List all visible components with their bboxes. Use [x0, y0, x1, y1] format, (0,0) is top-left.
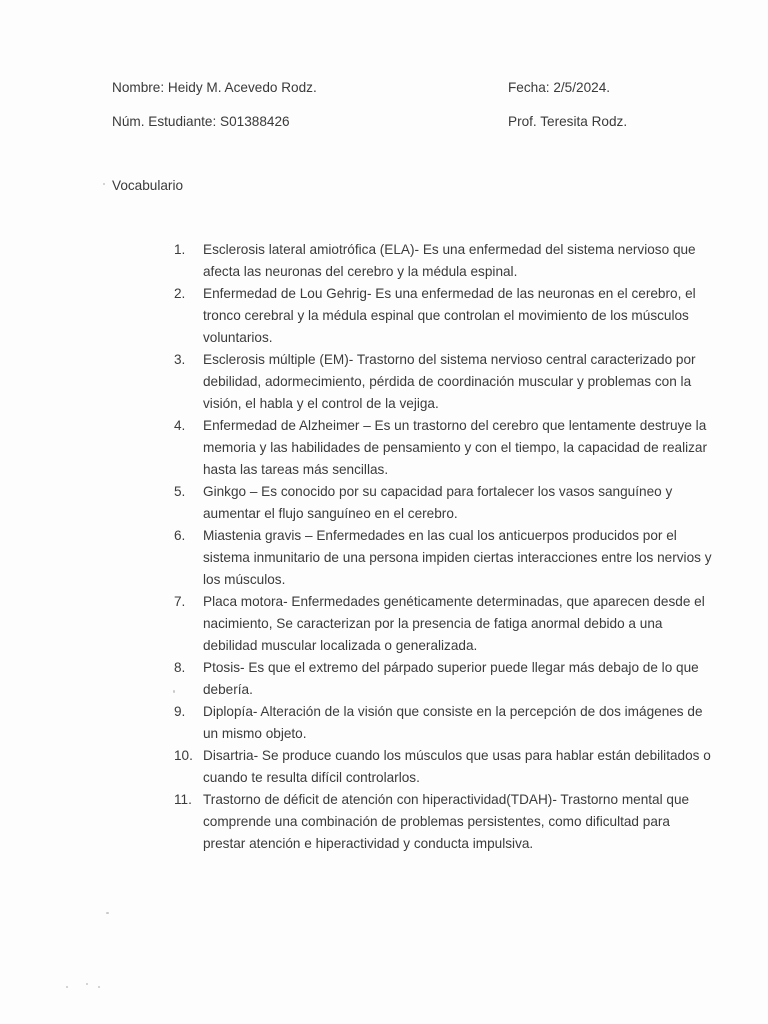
scan-speck	[98, 986, 100, 988]
vocabulary-item	[174, 283, 714, 349]
item-definition: Placa motora- Enfermedades genéticamente determinadas, que aparecen desde el nacimiento, Se caracterizan por la presencia de fatiga anormal debido a una debilidad muscular localizada o generalizada.	[203, 594, 705, 653]
vocabulary-item	[174, 591, 714, 657]
item-definition: Enfermedad de Lou Gehrig- Es una enfermedad de las neuronas en el cerebro, el tronco cerebral y la médula espinal que controlan el movimiento de los músculos voluntarios.	[203, 286, 696, 345]
section-title: Vocabulario	[112, 178, 184, 193]
item-number: 1.	[174, 242, 186, 257]
vocabulary-item	[174, 745, 714, 789]
vocabulary-item	[174, 525, 714, 591]
item-number: 7.	[174, 594, 186, 609]
vocabulary-item	[174, 415, 714, 481]
item-number: 4.	[174, 418, 186, 433]
item-number: 10.	[174, 748, 193, 763]
assignment-date: Fecha: 2/5/2024.	[508, 80, 611, 95]
item-number: 8.	[174, 660, 186, 675]
item-definition: Esclerosis múltiple (EM)- Trastorno del sistema nervioso central caracterizado por debilidad, adormecimiento, pérdida de coordinación muscular y problemas con la visión, el habla y el control de la vejiga.	[203, 352, 696, 411]
vocabulary-item	[174, 349, 714, 415]
item-number: 3.	[174, 352, 186, 367]
vocabulary-item	[174, 701, 714, 745]
item-number: 11.	[174, 792, 192, 807]
vocabulary-item	[174, 789, 714, 855]
student-number: Núm. Estudiante: S01388426	[112, 114, 290, 129]
item-definition: Diplopía- Alteración de la visión que consiste en la percepción de dos imágenes de un mismo objeto.	[203, 704, 703, 741]
item-definition: Miastenia gravis – Enfermedades en las cual los anticuerpos producidos por el sistema inmunitario de una persona impiden ciertas interacciones entre los nervios y los músculos.	[203, 528, 712, 587]
scan-speck	[66, 986, 68, 988]
vocabulary-item	[174, 239, 714, 283]
scan-speck	[106, 912, 109, 914]
item-number: 2.	[174, 286, 186, 301]
scan-speck	[86, 983, 88, 985]
item-definition: Enfermedad de Alzheimer – Es un trastorno del cerebro que lentamente destruye la memoria y las habilidades de pensamiento y con el tiempo, la capacidad de realizar hasta las tareas más sencillas.	[203, 418, 708, 477]
vocabulary-item	[174, 481, 714, 525]
item-definition: Disartria- Se produce cuando los músculos que usas para hablar están debilitados o cuando te resulta difícil controlarlos.	[203, 748, 711, 785]
professor-name: Prof. Teresita Rodz.	[508, 114, 628, 129]
item-number: 5.	[174, 484, 186, 499]
vocabulary-list	[174, 239, 714, 855]
student-name: Nombre: Heidy M. Acevedo Rodz.	[112, 80, 317, 95]
vocabulary-item	[174, 657, 714, 701]
item-definition: Ptosis- Es que el extremo del párpado superior puede llegar más debajo de lo que debería.	[203, 660, 699, 697]
item-definition: Esclerosis lateral amiotrófica (ELA)- Es una enfermedad del sistema nervioso que afecta las neuronas del cerebro y la médula espinal.	[203, 242, 696, 279]
scan-speck	[103, 183, 105, 185]
item-number: 6.	[174, 528, 186, 543]
scan-speck	[173, 690, 175, 693]
item-number: 9.	[174, 704, 186, 719]
item-definition: Ginkgo – Es conocido por su capacidad para fortalecer los vasos sanguíneo y aumentar el flujo sanguíneo en el cerebro.	[203, 484, 673, 521]
item-definition: Trastorno de déficit de atención con hiperactividad(TDAH)- Trastorno mental que comprende una combinación de problemas persistentes, como dificultad para prestar atención e hiperactividad y conducta impulsiva.	[203, 792, 690, 851]
